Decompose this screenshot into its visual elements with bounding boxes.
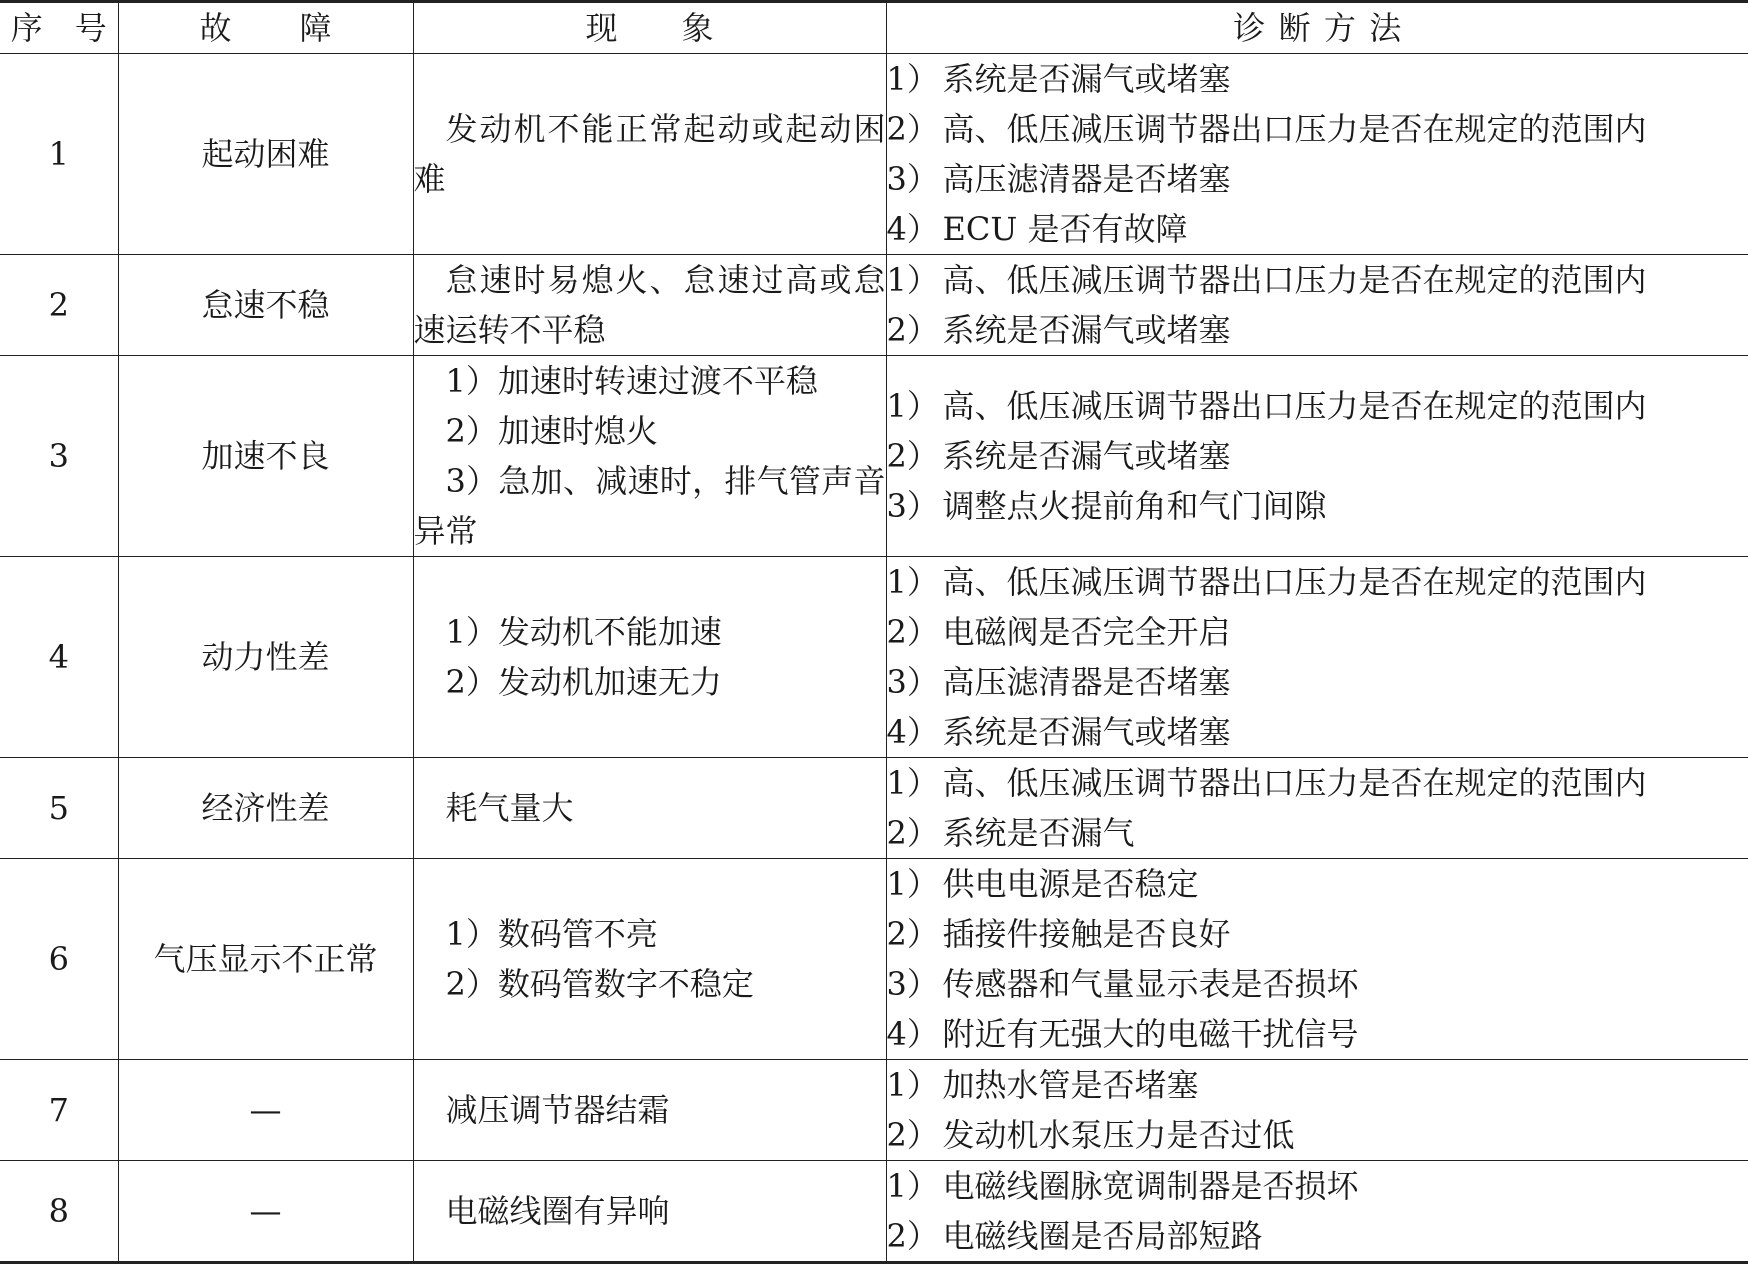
table-row [0,1161,1748,1263]
method-cell [886,54,1748,255]
row-number: 1 [0,54,118,255]
method-item: 2） 电磁阀是否完全开启 [887,607,1748,657]
row-number: 8 [0,1161,118,1263]
phenomenon-text: 电磁线圈有异响 [414,1186,886,1236]
phenomenon-item: 2）加速时熄火 [414,406,886,456]
phenomenon-item: 2）数码管数字不稳定 [414,959,886,1009]
method-item: 3） 高压滤清器是否堵塞 [887,154,1748,204]
method-item: 3） 调整点火提前角和气门间隙 [887,481,1748,531]
table-header-row [0,2,1748,54]
row-number: 6 [0,859,118,1060]
method-item: 1） 加热水管是否堵塞 [887,1060,1748,1110]
method-item: 1） 高、低压减压调节器出口压力是否在规定的范围内 [887,758,1748,808]
method-item: 1） 系统是否漏气或堵塞 [887,54,1748,104]
phenomenon-text: 怠速时易熄火、怠速过高或怠速运转不平稳 [414,255,886,355]
phenomenon-text: 发动机不能正常起动或起动困难 [414,104,886,204]
table-row [0,859,1748,1060]
method-item: 4） ECU 是否有故障 [887,204,1748,254]
phenomenon-item: 2）发动机加速无力 [414,657,886,707]
phenomenon-item: 1）发动机不能加速 [414,607,886,657]
header-fault: 故 障 [118,2,413,54]
fault-cell: 怠速不稳 [118,255,413,356]
phenomenon-cell [413,859,886,1060]
header-diagnosis-method: 诊 断 方 法 [886,2,1748,54]
method-item: 2） 系统是否漏气或堵塞 [887,431,1748,481]
fault-cell: 加速不良 [118,356,413,557]
table-row [0,255,1748,356]
method-cell [886,255,1748,356]
method-item: 1） 供电电源是否稳定 [887,859,1748,909]
method-item: 1） 高、低压减压调节器出口压力是否在规定的范围内 [887,255,1748,305]
phenomenon-text: 减压调节器结霜 [414,1085,886,1135]
fault-cell: 动力性差 [118,557,413,758]
table-row [0,1060,1748,1161]
phenomenon-text: 耗气量大 [414,783,886,833]
method-cell [886,758,1748,859]
phenomenon-item: 1）加速时转速过渡不平稳 [414,356,886,406]
phenomenon-cell [413,255,886,356]
method-item: 4） 附近有无强大的电磁干扰信号 [887,1009,1748,1059]
header-no: 序 号 [0,2,118,54]
method-item: 2） 系统是否漏气或堵塞 [887,305,1748,355]
header-phenomenon: 现 象 [413,2,886,54]
method-cell [886,1161,1748,1263]
phenomenon-item: 1）数码管不亮 [414,909,886,959]
method-item: 1） 电磁线圈脉宽调制器是否损坏 [887,1161,1748,1211]
fault-cell: 气压显示不正常 [118,859,413,1060]
method-item: 3） 高压滤清器是否堵塞 [887,657,1748,707]
method-item: 2） 插接件接触是否良好 [887,909,1748,959]
method-cell [886,557,1748,758]
table-row [0,356,1748,557]
phenomenon-cell [413,758,886,859]
method-cell [886,1060,1748,1161]
phenomenon-cell [413,557,886,758]
table-row [0,54,1748,255]
fault-cell: — [118,1060,413,1161]
fault-cell: — [118,1161,413,1263]
method-item: 2） 高、低压减压调节器出口压力是否在规定的范围内 [887,104,1748,154]
row-number: 2 [0,255,118,356]
phenomenon-cell [413,356,886,557]
table-row [0,557,1748,758]
row-number: 7 [0,1060,118,1161]
phenomenon-cell [413,1060,886,1161]
phenomenon-item: 3）急加、减速时，排气管声音异常 [414,456,886,556]
method-item: 2） 发动机水泵压力是否过低 [887,1110,1748,1160]
method-item: 4） 系统是否漏气或堵塞 [887,707,1748,757]
method-item: 2） 系统是否漏气 [887,808,1748,858]
method-cell [886,859,1748,1060]
fault-cell: 经济性差 [118,758,413,859]
phenomenon-cell [413,1161,886,1263]
table-row [0,758,1748,859]
method-item: 2） 电磁线圈是否局部短路 [887,1211,1748,1261]
method-cell [886,356,1748,557]
method-item: 3） 传感器和气量显示表是否损坏 [887,959,1748,1009]
row-number: 5 [0,758,118,859]
method-item: 1） 高、低压减压调节器出口压力是否在规定的范围内 [887,557,1748,607]
row-number: 3 [0,356,118,557]
fault-cell: 起动困难 [118,54,413,255]
method-item: 1） 高、低压减压调节器出口压力是否在规定的范围内 [887,381,1748,431]
row-number: 4 [0,557,118,758]
phenomenon-cell [413,54,886,255]
